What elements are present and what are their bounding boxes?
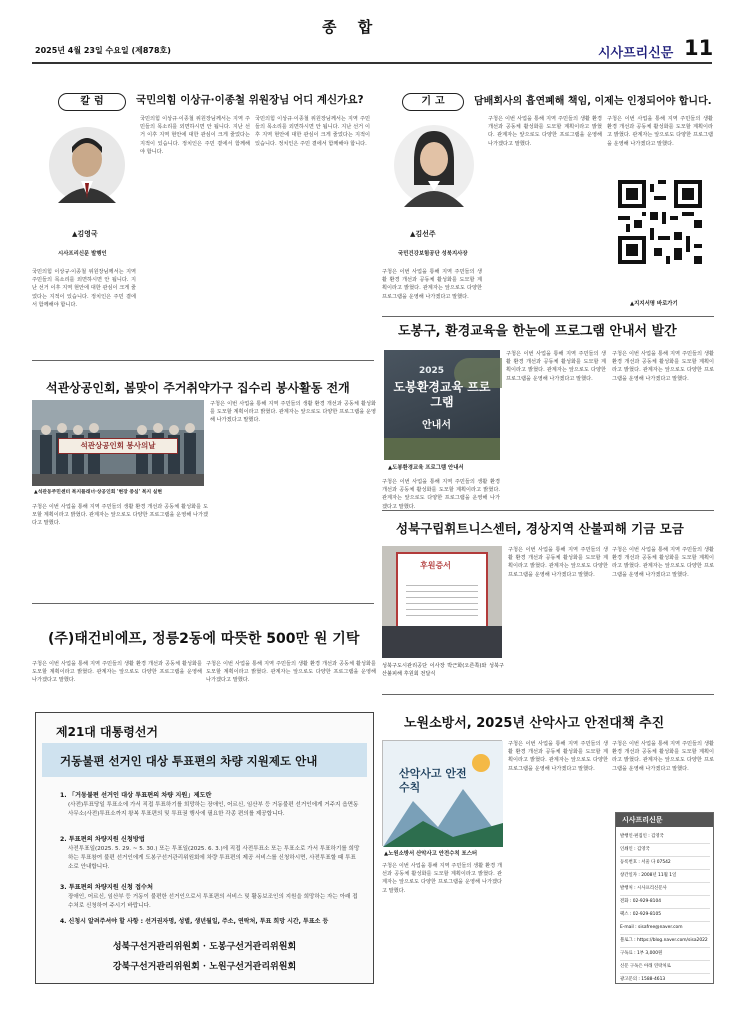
- election-sign-1: 성북구선거관리위원회 · 도봉구선거관리위원회: [112, 942, 297, 952]
- contributor-name: ▲김선주: [410, 230, 436, 238]
- nowon-headline: 노원소방서, 2025년 산악사고 안전대책 추진: [404, 716, 665, 731]
- dobong-body-2: 구청은 이번 사업을 통해 지역 주민들의 생활 환경 개선과 공동체 활성화를 도모할 계획이라고 밝혔다. 관계자는 앞으로도 다양한 프로그램을 운영해 나가겠다고 말했다.: [506, 351, 606, 382]
- election-item-heading: 2. 투표편의 차량지원 신청방법: [60, 836, 145, 843]
- column-headline: 국민의힘 이상규·이종철 위원장님 어디 계신가요?: [136, 94, 364, 106]
- dobong-booklet: [384, 350, 500, 460]
- contribution-headline: 담배회사의 흡연폐해 책임, 이제는 인정되어야 합니다.: [474, 96, 712, 107]
- taegun-body-2: 구청은 이번 사업을 통해 지역 주민들의 생활 환경 개선과 공동체 활성화를 도모할 계획이라고 밝혔다. 관계자는 앞으로도 다양한 프로그램을 운영해 나가겠다고 말했다.: [206, 661, 376, 684]
- divider-seongbuk: [382, 510, 714, 511]
- section-title: 종 합: [322, 18, 381, 36]
- divider-nowon: [382, 694, 714, 695]
- imprint-row: 광고문의 : 1588-4613: [620, 977, 666, 982]
- election-sign-2: 강북구선거관리위원회 · 노원구선거관리위원회: [112, 962, 297, 972]
- dobong-body-1: 구청은 이번 사업을 통해 지역 주민들의 생활 환경 개선과 공동체 활성화를 도모할 계획이라고 밝혔다. 관계자는 앞으로도 다양한 프로그램을 운영해 나가겠다고 말했다.: [382, 479, 500, 510]
- imprint-row: 구독료 : 1부 3,000원: [620, 948, 710, 961]
- imprint-row: 팩스 : 02-929-8105: [620, 909, 710, 922]
- imprint-row: 발행처 : 시사프리신문사: [620, 883, 710, 896]
- cert-title: 후원증서: [420, 561, 451, 570]
- booklet-year: 2025: [419, 366, 445, 376]
- paper-name: 시사프리신문: [598, 46, 674, 61]
- election-notice-box: [35, 712, 374, 984]
- qr-code[interactable]: [618, 180, 702, 264]
- cert-lines: [406, 580, 478, 620]
- election-item-body: 사전투표일(2025. 5. 29. ~ 5. 30.) 또는 투표일(2025. 6. 3.)에 직접 사전투표소 또는 투표소로 가서 투표하기를 희망하는 투표참여 불편 선거인에게 도봉구선거관리위원회에 차량 투표편의 제공 서비스를 신청하시면, 사전투표할 때 투표소로 안내합니다.: [68, 846, 360, 870]
- column-body-3: 국민의힘 이상규·이종철 위원장님께서는 지역 주민들의 목소리를 외면하시면 안 됩니다. 지난 선거 이후 지역 현안에 대한 관심이 크게 줄었다는 지적이 있습니다. 정치인은 주민 곁에서 함께해야 합니다.: [255, 116, 370, 147]
- booklet-title: 도봉환경교육 프로그램: [393, 380, 491, 409]
- contribution-label: 기고: [402, 93, 464, 111]
- imprint-header: [616, 813, 713, 827]
- imprint-row: 발행인·편집인 : 김영국: [620, 831, 710, 844]
- election-item-body: 장애인, 어르신, 임산부 등 거동이 불편한 선거인으로서 투표편의 서비스 및 활동보조인의 지원을 희망하는 자는 아래 접수처로 신청하여 주시기 바랍니다.: [68, 894, 358, 909]
- election-item-4: [60, 917, 360, 927]
- seokgwan-body-2: 구청은 이번 사업을 통해 지역 주민들의 생활 환경 개선과 공동체 활성화를 도모할 계획이라고 밝혔다. 관계자는 앞으로도 다양한 프로그램을 운영해 나가겠다고 말했다.: [210, 401, 376, 424]
- seongbuk-body-2: 구청은 이번 사업을 통해 지역 주민들의 생활 환경 개선과 공동체 활성화를 도모할 계획이라고 밝혔다. 관계자는 앞으로도 다양한 프로그램을 운영해 나가겠다고 말했다.: [612, 547, 714, 578]
- author-title: 시사프리신문 발행인: [58, 251, 107, 257]
- election-item-heading: 1. 「거동불편 선거인 대상 투표편의 차량 지원」제도란: [60, 792, 212, 799]
- imprint-row: 신문 구독은 아래 연락처로: [620, 961, 710, 974]
- contributor-photo: [388, 115, 480, 215]
- imprint-row: 전화 : 02-929-8104: [620, 896, 710, 909]
- election-item-3: [60, 883, 360, 911]
- imprint-title: 시사프리신문: [622, 816, 663, 824]
- cert-people: [382, 626, 502, 658]
- nowon-body-3: 구청은 이번 사업을 통해 지역 주민들의 생활 환경 개선과 공동체 활성화를 도모할 계획이라고 밝혔다. 관계자는 앞으로도 다양한 프로그램을 운영해 나가겠다고 말했다.: [612, 741, 714, 772]
- seongbuk-caption: 성북구도시관리공단 이사장 박근화(오른쪽)와 성북구 산불피해 후원회 전달식: [382, 663, 504, 678]
- election-subtitle-bar: [42, 743, 367, 777]
- qr-caption: ▲지지서명 바로가기: [630, 301, 678, 307]
- dobong-body-3: 구청은 이번 사업을 통해 지역 주민들의 생활 환경 개선과 공동체 활성화를 도모할 계획이라고 밝혔다. 관계자는 앞으로도 다양한 프로그램을 운영해 나가겠다고 말했다.: [612, 351, 714, 382]
- dobong-headline: 도봉구, 환경교육을 한눈에 프로그램 안내서 발간: [398, 324, 677, 339]
- dobong-caption: ▲도봉환경교육 프로그램 안내서: [388, 465, 464, 471]
- election-title: 제21대 대통령선거: [56, 725, 159, 739]
- election-item-1: [60, 791, 360, 819]
- author-name: ▲김영국: [72, 230, 98, 238]
- contribution-body-1: 구청은 이번 사업을 통해 지역 주민들의 생활 환경 개선과 공동체 활성화를 도모할 계획이라고 밝혔다. 관계자는 앞으로도 다양한 프로그램을 운영해 나가겠다고 말했다.: [382, 269, 482, 300]
- divider-dobong: [382, 316, 714, 317]
- nowon-caption: ▲노원소방서 산악사고 안전수칙 포스터: [384, 851, 478, 857]
- booklet-ground: [384, 438, 500, 460]
- imprint-box: [615, 812, 714, 984]
- author-photo: [48, 115, 126, 215]
- booklet-sub: 안내서: [422, 420, 451, 431]
- seokgwan-photo: [32, 400, 204, 486]
- page-number: 11: [684, 36, 714, 60]
- masthead-rule: [32, 62, 712, 64]
- masthead: [32, 14, 712, 64]
- imprint-rows: [620, 831, 710, 986]
- column-body-2: 국민의힘 이상규·이종철 위원장님께서는 지역 주민들의 목소리를 외면하시면 안 됩니다. 지난 선거 이후 지역 현안에 대한 관심이 크게 줄었다는 지적이 있습니다. 정치인은 주민 곁에서 함께해야 합니다.: [140, 116, 250, 155]
- election-subtitle: 거동불편 선거인 대상 투표편의 차량 지원제도 안내: [60, 754, 318, 768]
- election-item-heading: 3. 투표편의 차량지원 신청 접수처: [60, 884, 153, 891]
- seokgwan-banner: 석관상공인회 봉사의날: [58, 438, 178, 454]
- column-label: 칼럼: [58, 93, 126, 111]
- taegun-body-1: 구청은 이번 사업을 통해 지역 주민들의 생활 환경 개선과 공동체 활성화를 도모할 계획이라고 밝혔다. 관계자는 앞으로도 다양한 프로그램을 운영해 나가겠다고 말했다.: [32, 661, 202, 684]
- divider-1: [32, 360, 374, 361]
- seokgwan-caption: ▲석관동주민센터 복지플래너·상공인회 '현장 중심' 복지 실현: [34, 490, 163, 495]
- nowon-body-2: 구청은 이번 사업을 통해 지역 주민들의 생활 환경 개선과 공동체 활성화를 도모할 계획이라고 밝혔다. 관계자는 앞으로도 다양한 프로그램을 운영해 나가겠다고 말했다.: [508, 741, 608, 772]
- contributor-title: 국민건강보험공단 성북지사장: [398, 251, 468, 257]
- seongbuk-cert-photo: [382, 546, 502, 658]
- contribution-body-2: 구청은 이번 사업을 통해 지역 주민들의 생활 환경 개선과 공동체 활성화를 도모할 계획이라고 밝혔다. 관계자는 앞으로도 다양한 프로그램을 운영해 나가겠다고 말했다.: [488, 116, 602, 147]
- divider-2: [32, 603, 374, 604]
- seongbuk-body-1: 구청은 이번 사업을 통해 지역 주민들의 생활 환경 개선과 공동체 활성화를 도모할 계획이라고 밝혔다. 관계자는 앞으로도 다양한 프로그램을 운영해 나가겠다고 말했다.: [508, 547, 608, 578]
- imprint-row: 인쇄인 : 김영국: [620, 844, 710, 857]
- seongbuk-headline: 성북구립휘트니스센터, 경상지역 산불피해 기금 모금: [396, 521, 684, 536]
- contribution-body-3: 구청은 이번 사업을 통해 지역 주민들의 생활 환경 개선과 공동체 활성화를 도모할 계획이라고 밝혔다. 관계자는 앞으로도 다양한 프로그램을 운영해 나가겠다고 말했다.: [607, 116, 713, 147]
- imprint-row: 블로그 : https://blog.naver.com/sisa2022: [620, 935, 710, 948]
- imprint-row: 등록번호 : 서울 다 07542: [620, 857, 710, 870]
- nowon-poster: [382, 740, 502, 846]
- poster-title: 산악사고 안전수칙: [399, 767, 467, 794]
- seokgwan-body-1: 구청은 이번 사업을 통해 지역 주민들의 생활 환경 개선과 공동체 활성화를 도모할 계획이라고 밝혔다. 관계자는 앞으로도 다양한 프로그램을 운영해 나가겠다고 말했다.: [32, 504, 208, 527]
- election-item-body: (사전)투표당일 투표소에 가서 직접 투표하기를 희망하는 장애인, 어르신, 임산부 등 거동불편 선거인에게 거주지 읍면동 사무소(사전)투표소까지 왕복 투표편의 및 투표권 행사에 필요한 각종 편의를 제공합니다.: [68, 802, 359, 817]
- imprint-row: E-mail : sisafree@naver.com: [620, 922, 710, 935]
- election-item-heading: 4. 신청시 알려주셔야 할 사항 : 선거권자명, 성별, 생년월일, 주소, 연락처, 투표 희망 시간, 투표소 등: [60, 918, 329, 925]
- nowon-body-1: 구청은 이번 사업을 통해 지역 주민들의 생활 환경 개선과 공동체 활성화를 도모할 계획이라고 밝혔다. 관계자는 앞으로도 다양한 프로그램을 운영해 나가겠다고 말했다.: [382, 863, 502, 894]
- imprint-row: 창간일자 : 2008년 11월 1일: [620, 870, 710, 883]
- taegun-headline: (주)태건비에프, 정릉2동에 따뜻한 500만 원 기탁: [48, 631, 360, 647]
- election-item-2: [60, 835, 360, 872]
- issue-date: 2025년 4월 23일 수요일 (제878호): [35, 46, 171, 55]
- column-body-1: 국민의힘 이상규·이종철 위원장님께서는 지역 주민들의 목소리를 외면하시면 안 됩니다. 지난 선거 이후 지역 현안에 대한 관심이 크게 줄었다는 지적이 있습니다. 정치인은 주민 곁에서 함께해야 합니다.: [32, 269, 136, 308]
- seokgwan-headline: 석관상공인회, 봄맞이 주거취약가구 집수리 봉사활동 전개: [46, 381, 350, 395]
